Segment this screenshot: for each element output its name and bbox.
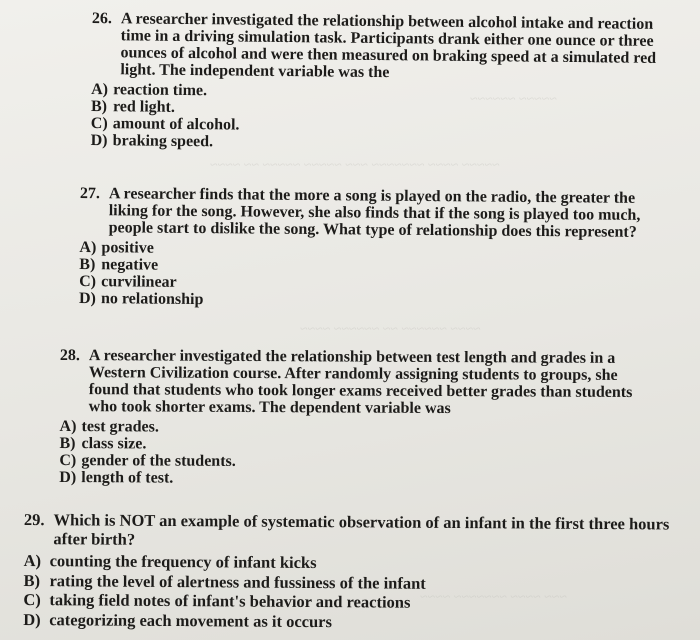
option-text: red light.: [112, 98, 176, 116]
option-text: positive: [101, 239, 154, 257]
option-text: gender of the students.: [81, 452, 236, 470]
answer-options: [79, 239, 670, 312]
option-text: reaction time.: [113, 81, 208, 100]
question-stem: [60, 347, 660, 418]
option-text: test grades.: [81, 418, 159, 436]
question-number: 26.: [91, 10, 112, 28]
option-letter: B): [79, 255, 96, 274]
question-number: 27.: [79, 185, 100, 203]
question-number: 28.: [59, 347, 80, 365]
option-letter: B): [90, 97, 108, 116]
option-letter: A): [23, 550, 42, 571]
option-a: [60, 418, 660, 438]
question-26: [91, 10, 682, 155]
option-text: class size.: [81, 435, 147, 453]
option-text: no relationship: [100, 290, 204, 309]
option-text: length of test.: [81, 469, 174, 487]
option-letter: B): [59, 434, 76, 453]
question-text: A researcher investigated the relationship between test length and grades in a Western Civilization course. After randomly assigning students to groups, she found that students who took longer exams received better grades than students who took shorter exams. The dependent variable was: [88, 347, 633, 418]
option-letter: A): [79, 238, 97, 257]
option-text: rating the level of alertness and fussiness of the infant: [49, 570, 426, 593]
question-text: Which is NOT an example of systematic observation of an infant in the first three hours after birth?: [53, 510, 670, 549]
question-text: A researcher investigated the relationship between alcohol intake and reaction time in a driving simulation task. Participants drank either one ounce or three ounces of alcohol and were then measured on braking speed at a simulated red light. The independent variable was the: [120, 10, 657, 82]
option-text: counting the frequency of infant kicks: [49, 551, 317, 573]
option-letter: C): [59, 451, 77, 470]
question-stem: [91, 10, 682, 84]
option-letter: C): [79, 272, 97, 291]
question-number: 29.: [23, 510, 45, 530]
option-d: [23, 609, 683, 633]
option-letter: A): [91, 80, 109, 99]
bleed-through: ~~~~ ~~~~~~ ~~ ~~~~~~ ~~~~: [300, 322, 481, 337]
bleed-through: ~~~~~ ~~~~ ~~~~~~~ ~~~ ~~~~~ ~~~~~ ~~ ~~~~: [210, 158, 500, 173]
option-text: categorizing each movement as it occurs: [49, 609, 333, 631]
question-stem: [80, 185, 670, 241]
question-28: [59, 347, 660, 489]
option-letter: C): [23, 589, 41, 610]
option-d: [59, 469, 659, 489]
bleed-through: ~~~~~ ~~~~~~: [470, 92, 557, 107]
question-text: A researcher finds that the more a song is played on the radio, the greater the liking for the song. However, she also finds that if the song is played too much, people start to dislike the song. What type of relationship does this represent?: [108, 185, 641, 241]
question-27: [79, 185, 670, 312]
bleed-through: ~~~ ~~~~ ~~~~~~~ ~~~~: [420, 590, 567, 605]
question-29: [23, 510, 684, 634]
option-text: negative: [101, 256, 159, 274]
option-letter: D): [90, 131, 108, 150]
option-text: curvilinear: [101, 273, 177, 291]
option-text: amount of alcohol.: [112, 115, 240, 134]
option-letter: B): [23, 570, 41, 590]
option-text: braking speed.: [112, 132, 214, 151]
option-letter: C): [90, 114, 108, 133]
option-letter: D): [23, 609, 41, 629]
answer-options: [59, 418, 659, 489]
answer-options: [91, 81, 682, 155]
option-text: taking field notes of infant's behavior and reactions: [49, 590, 411, 612]
question-stem: [24, 510, 684, 553]
option-letter: D): [59, 468, 77, 487]
option-letter: D): [78, 289, 96, 308]
option-letter: A): [59, 417, 77, 436]
answer-options: [23, 551, 684, 634]
